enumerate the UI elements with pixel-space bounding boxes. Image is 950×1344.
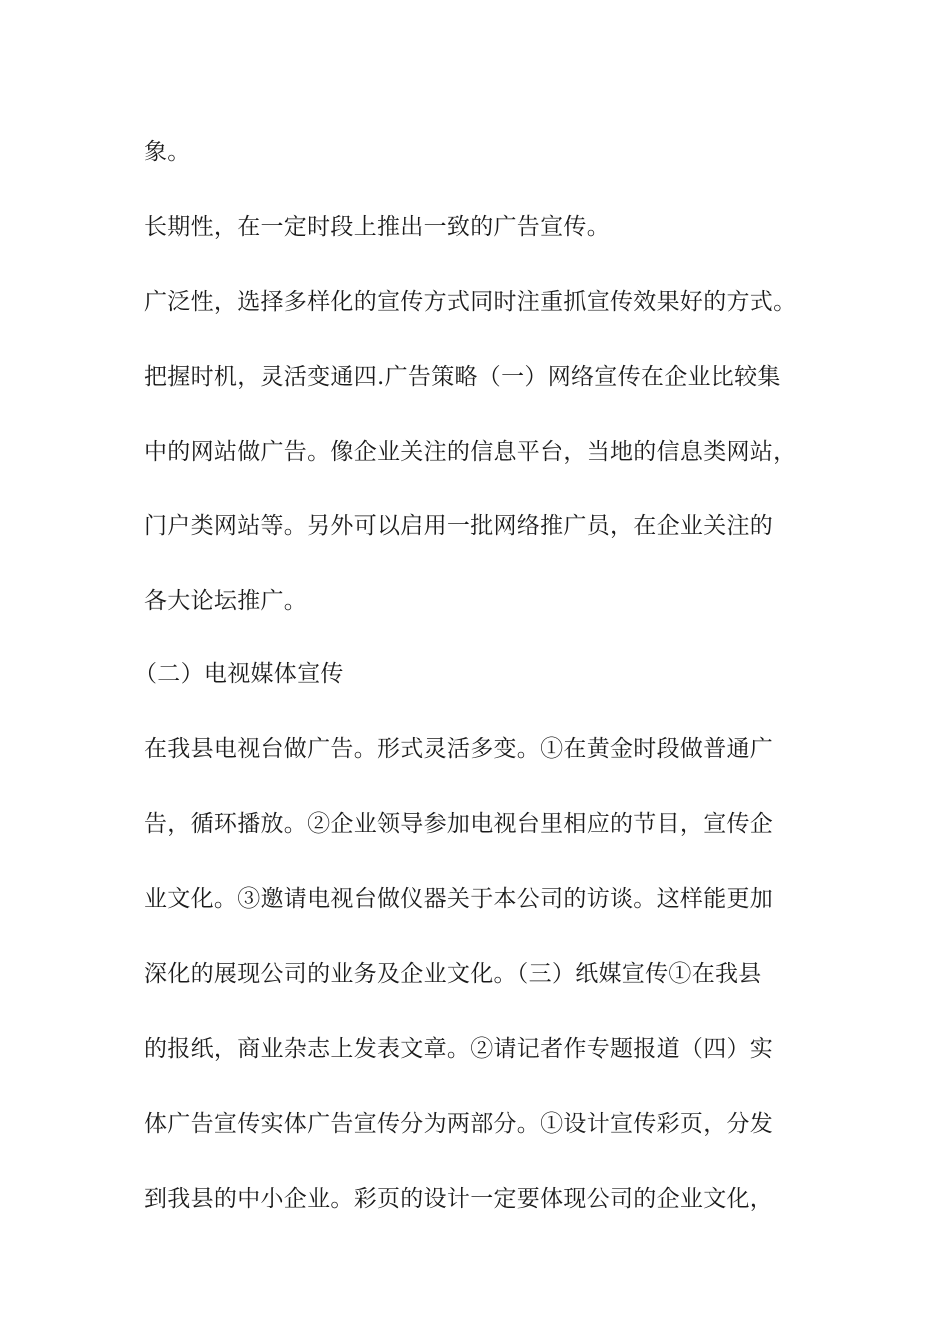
text-line: 深化的展现公司的业务及企业文化。（三）纸媒宣传①在我县 — [144, 961, 762, 987]
text-line: 体广告宣传实体广告宣传分为两部分。①设计宣传彩页，分发 — [144, 1111, 774, 1137]
text-line: 的报纸，商业杂志上发表文章。②请记者作专题报道（四）实 — [144, 1036, 774, 1062]
text-line: 中的网站做广告。像企业关注的信息平台，当地的信息类网站， — [144, 439, 797, 465]
text-line: 告，循环播放。②企业领导参加电视台里相应的节目，宣传企 — [144, 811, 774, 837]
section-heading: （二）电视媒体宣传 — [134, 661, 344, 687]
text-line: 到我县的中小企业。彩页的设计一定要体现公司的企业文化， — [144, 1186, 774, 1212]
text-line: 业文化。③邀请电视台做仪器关于本公司的访谈。这样能更加 — [144, 886, 774, 912]
text-line: 各大论坛推广。 — [144, 588, 308, 614]
text-line: 长期性，在一定时段上推出一致的广告宣传。 — [144, 214, 610, 240]
text-line: 把握时机，灵活变通四.广告策略（一）网络宣传在企业比较集 — [144, 364, 781, 390]
text-line: 广泛性，选择多样化的宣传方式同时注重抓宣传效果好的方式。 — [144, 289, 797, 315]
text-line: 在我县电视台做广告。形式灵活多变。①在黄金时段做普通广 — [144, 736, 774, 762]
text-line: 象。 — [144, 139, 191, 165]
text-line: 门户类网站等。另外可以启用一批网络推广员，在企业关注的 — [144, 513, 774, 539]
